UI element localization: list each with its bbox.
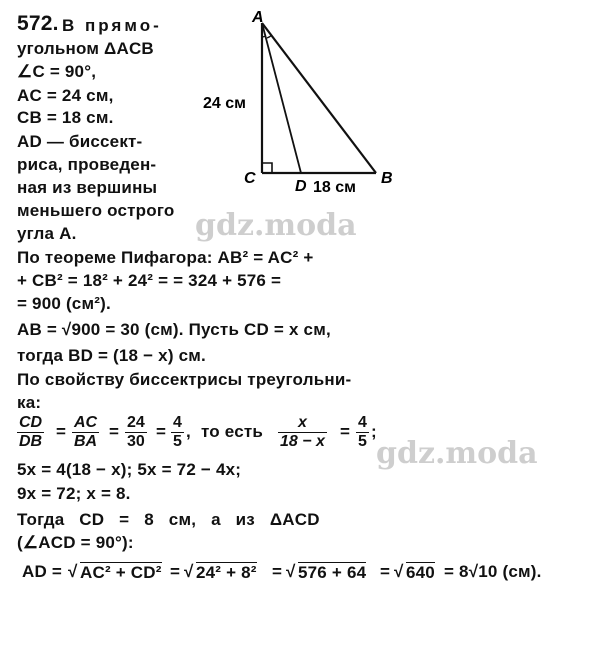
problem-line: ∠C = 90°,	[17, 62, 97, 81]
equals-sign: =	[272, 562, 283, 581]
problem-line: AC = 24 см,	[17, 86, 114, 105]
vertex-d-label: D	[295, 178, 307, 195]
result-text: = 8√10 (см).	[444, 562, 542, 581]
solution-line: По теореме Пифагора: AB² = AC² +	[17, 248, 314, 267]
triangle-figure	[200, 5, 420, 200]
problem-line: AD — биссект-	[17, 132, 143, 151]
radicand: 640	[406, 563, 435, 582]
fraction-denominator: BA	[74, 433, 98, 450]
side-db-label: 18 см	[313, 179, 356, 196]
sqrt-sign: √	[394, 562, 404, 581]
sqrt-sign: √	[184, 562, 194, 581]
radicand: 24² + 8²	[196, 563, 257, 582]
solution-line: (∠ACD = 90°):	[17, 533, 134, 552]
equals-sign: =	[156, 422, 166, 441]
equals-sign: =	[380, 562, 391, 581]
fraction	[17, 414, 44, 451]
problem-line: ная из вершины	[17, 178, 158, 197]
fraction-numerator: AC	[74, 414, 98, 431]
problem-line: В прямо-	[62, 16, 162, 35]
solution-line: По свойству биссектрисы треугольни-	[17, 370, 352, 389]
solution-line: AB = √900 = 30 (см). Пусть CD = x см,	[17, 320, 331, 339]
equals-sign: =	[170, 562, 181, 581]
problem-line: CB = 18 см.	[17, 108, 114, 127]
problem-line: риса, проведен-	[17, 155, 157, 174]
problem-line: угла A.	[17, 224, 77, 243]
fraction-denominator: DB	[19, 433, 43, 450]
vertex-b-label: B	[381, 170, 393, 187]
fraction-numerator: x	[278, 414, 327, 433]
problem-number: 572.	[17, 12, 59, 35]
solution-line: тогда BD = (18 − x) см.	[17, 346, 206, 365]
radicand: 576 + 64	[298, 563, 367, 582]
fraction	[356, 414, 369, 451]
fraction-numerator: CD	[19, 414, 43, 431]
fraction	[72, 414, 99, 451]
side-ac-label: 24 см	[203, 95, 246, 112]
solution-line: ка:	[17, 393, 42, 412]
solution-line: Тогда CD = 8 см, а из ΔACD	[17, 510, 320, 529]
fraction-numerator: 24	[127, 414, 145, 431]
sqrt-sign: √	[286, 562, 296, 581]
solution-line: = 900 (см²).	[17, 294, 111, 313]
watermark: gdz.moda	[376, 436, 538, 471]
solution-line: + CB² = 18² + 24² = = 324 + 576 =	[17, 271, 282, 290]
watermark: gdz.moda	[195, 208, 357, 243]
fraction-denominator: 18 − x	[280, 433, 325, 450]
equals-sign: =	[56, 422, 66, 441]
fraction-numerator: 4	[358, 414, 367, 431]
problem-line: меньшего острого	[17, 201, 175, 220]
fraction	[125, 414, 147, 451]
fraction-denominator: 5	[358, 433, 367, 450]
solution-line: 5x = 4(18 − x); 5x = 72 − 4x;	[17, 460, 242, 479]
equals-sign: =	[340, 422, 350, 441]
fraction	[171, 414, 184, 451]
ad-formula-label: AD =	[22, 562, 63, 581]
connector-text: то есть	[201, 422, 264, 441]
fraction-denominator: 30	[127, 433, 145, 450]
fraction-denominator: 5	[173, 433, 182, 450]
fraction	[278, 414, 327, 451]
radicand: AC² + CD²	[80, 563, 162, 582]
solution-line: 9x = 72; x = 8.	[17, 484, 131, 503]
equals-sign: =	[109, 422, 119, 441]
vertex-c-label: C	[244, 170, 256, 187]
fraction-numerator: 4	[173, 414, 182, 431]
problem-line: угольном ΔACB	[17, 39, 154, 58]
vertex-a-label: A	[252, 9, 264, 26]
sqrt-sign: √	[68, 562, 78, 581]
